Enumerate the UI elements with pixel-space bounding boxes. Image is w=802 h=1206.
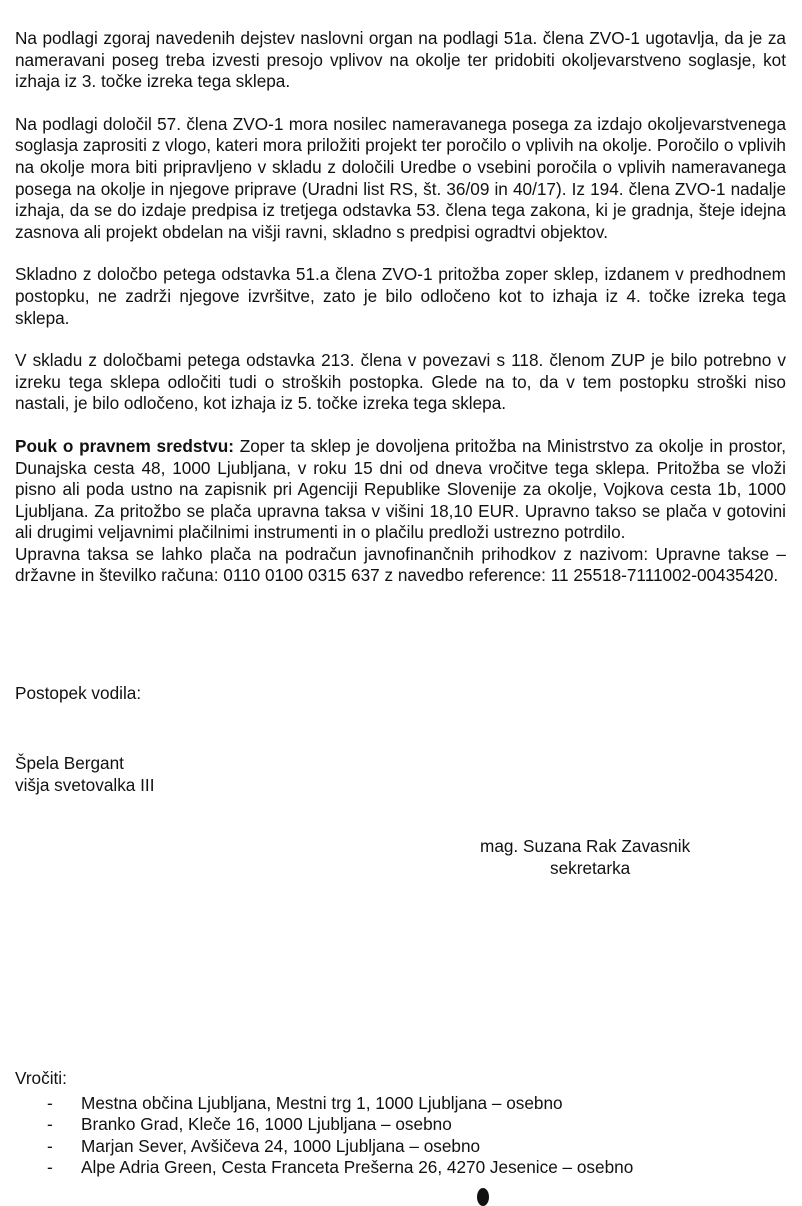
recipient-text: Branko Grad, Kleče 16, 1000 Ljubljana – osebno <box>81 1114 452 1135</box>
list-item <box>15 1114 633 1136</box>
recipient-list <box>15 1093 633 1179</box>
delivery-label: Vročiti: <box>15 1068 67 1088</box>
dash-bullet: - <box>47 1092 53 1113</box>
recipient-text: Alpe Adria Green, Cesta Franceta Prešerna 26, 4270 Jesenice – osebno <box>81 1157 634 1178</box>
paragraph-peti-odstavek: Skladno z določbo petega odstavka 51.a člena ZVO-1 pritožba zoper sklep, izdanem v predhodnem postopku, ne zadrži njegove izvršitve, zato je bilo odločeno kot to izhaja iz 4. točke izreka tega sklepa. <box>15 264 786 328</box>
dash-bullet: - <box>47 1135 53 1156</box>
document-body <box>15 28 786 587</box>
procedure-label: Postopek vodila: <box>15 683 142 703</box>
paragraph-stroski: V skladu z določbami petega odstavka 213. člena v povezavi s 118. členom ZUP je bilo potrebno v izreku tega sklepa odločiti tudi o stroških postopka. Glede na to, da v tem postopku stroški niso nastali, je bilo odločeno, kot izhaja iz 5. točke izreka tega sklepa. <box>15 350 786 414</box>
list-item <box>15 1157 633 1179</box>
ink-mark <box>477 1188 489 1206</box>
recipient-text: Mestna občina Ljubljana, Mestni trg 1, 1000 Ljubljana – osebno <box>81 1092 563 1113</box>
delivery-section <box>15 1068 633 1179</box>
legal-remedy-fee-text: Upravna taksa se lahko plača na podračun javnofinančnih prihodkov z nazivom: Upravne takse – državne in številko računa: 0110 0100 0315 637 z navedbo reference: 11 25518-7111002-00435420. <box>15 543 786 586</box>
secretary-name: mag. Suzana Rak Zavasnik <box>480 836 691 856</box>
recipient-text: Marjan Sever, Avšičeva 24, 1000 Ljubljana – osebno <box>81 1135 481 1156</box>
secretary-signature <box>480 836 730 879</box>
legal-remedy-text: Zoper ta sklep je dovoljena pritožba na Ministrstvo za okolje in prostor, Dunajska cesta 48, 1000 Ljubljana, v roku 15 dni od dneva vročitve tega sklepa. Pritožba se vloži pisno ali poda ustno na zapisnik pri Agenciji Republike Slovenije za okolje, Vojkova cesta 1b, 1000 Ljubljana. Za pritožbo se plača upravna taksa v višini 18,10 EUR. Upravno takso se plača v gotovini ali drugimi veljavnimi plačilnimi instrumenti in o plačilu predloži ustrezno potrdilo. <box>15 435 786 543</box>
dash-bullet: - <box>47 1114 53 1135</box>
list-item <box>15 1136 633 1158</box>
paragraph-zvo-ugotavlja: Na podlagi zgoraj navedenih dejstev naslovni organ na podlagi 51a. člena ZVO-1 ugotavlja, da je za nameravani poseg treba izvesti presojo vplivov na okolje ter pridobiti okoljevarstveno soglasje, kot izhaja iz 3. točke izreka tega sklepa. <box>15 28 786 92</box>
officer-signature <box>15 753 154 796</box>
list-item <box>15 1093 633 1115</box>
secretary-title: sekretarka <box>550 857 631 878</box>
officer-title: višja svetovalka III <box>15 774 155 795</box>
legal-remedy-title: Pouk o pravnem sredstvu: <box>15 435 234 456</box>
dash-bullet: - <box>47 1157 53 1178</box>
paragraph-clen-57: Na podlagi določil 57. člena ZVO-1 mora nosilec nameravanega posega za izdajo okoljevarstvenega soglasja zaprositi z vlogo, kateri mora priložiti projekt ter poročilo o vplivih na okolje. Poročilo o vplivih na okolje mora biti pripravljeno v skladu z določili Uredbe o vsebini poročila o vplivih nameravanega posega na okolje in njegove priprave (Uradni list RS, št. 36/09 in 40/17). Iz 194. člena ZVO-1 nadalje izhaja, da se do izdaje predpisa iz tretjega odstavka 53. člena tega zakona, ki je gradnja, šteje idejna zasnova ali projekt obdelan na višji ravni, skladno s predpisi ogradtvi objektov. <box>15 113 786 242</box>
officer-name: Špela Bergant <box>15 753 124 773</box>
legal-remedy-section <box>15 436 786 587</box>
